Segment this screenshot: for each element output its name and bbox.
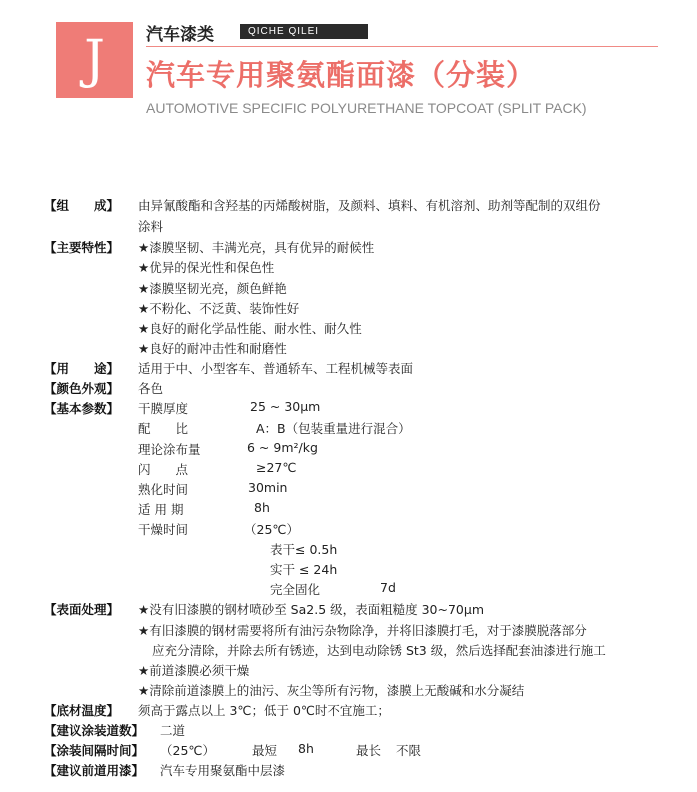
- interval-max-value: 不限: [396, 743, 422, 758]
- param-name: 干膜厚度: [138, 401, 189, 416]
- previous-coat-label: 【建议前道用漆】: [44, 763, 145, 778]
- surface-line: ★前道漆膜必须干燥: [138, 663, 250, 678]
- category-letter-badge: J: [56, 22, 133, 98]
- product-title-english: AUTOMOTIVE SPECIFIC POLYURETHANE TOPCOAT (SPLIT PACK): [146, 100, 587, 116]
- drying-surface-dry: 表干≤ 0.5h: [270, 542, 338, 557]
- feature-item: ★良好的耐化学品性能、耐水性、耐久性: [138, 321, 362, 336]
- param-value: （25℃）: [244, 522, 299, 537]
- feature-item: ★不粉化、不泛黄、装饰性好: [138, 301, 300, 316]
- usage-label: 【用 途】: [44, 361, 120, 376]
- param-value: 6 ~ 9m²/kg: [247, 440, 318, 455]
- interval-min-value: 8h: [298, 741, 314, 756]
- surface-line: ★没有旧漆膜的钢材喷砂至 Sa2.5 级，表面粗糙度 30~70μm: [138, 602, 485, 617]
- param-name: 配 比: [138, 421, 189, 436]
- param-name: 理论涂布量: [138, 442, 201, 457]
- category-title: 汽车漆类: [146, 25, 214, 45]
- surface-line: ★有旧漆膜的钢材需要将所有油污杂物除净，并将旧漆膜打毛，对于漆膜脱落部分: [138, 623, 587, 638]
- surface-line: 应充分清除，并除去所有锈迹，达到电动除锈 St3 级，然后选择配套油漆进行施工: [152, 643, 606, 658]
- coats-label: 【建议涂装道数】: [44, 723, 145, 738]
- drying-full-cure-value: 7d: [380, 580, 396, 595]
- substrate-temp-label: 【底材温度】: [44, 703, 120, 718]
- params-label: 【基本参数】: [44, 401, 120, 416]
- param-name: 闪 点: [138, 462, 189, 477]
- features-label: 【主要特性】: [44, 240, 120, 255]
- interval-min-label: 最短: [252, 743, 278, 758]
- param-name: 熟化时间: [138, 482, 189, 497]
- product-title: 汽车专用聚氨酯面漆（分装）: [146, 58, 537, 92]
- color-text: 各色: [138, 381, 164, 396]
- header-divider: [146, 46, 658, 47]
- param-value: ≥27℃: [256, 460, 297, 475]
- composition-label: 【组 成】: [44, 198, 120, 213]
- composition-text-cont: 涂料: [138, 219, 164, 234]
- category-pinyin-tag: QICHE QILEI: [240, 24, 368, 39]
- feature-item: ★良好的耐冲击性和耐磨性: [138, 341, 287, 356]
- param-value: 8h: [254, 500, 270, 515]
- drying-full-cure-label: 完全固化: [270, 582, 321, 597]
- color-label: 【颜色外观】: [44, 381, 120, 396]
- previous-coat-text: 汽车专用聚氨酯中层漆: [160, 763, 286, 778]
- feature-item: ★漆膜坚韧光亮，颜色鲜艳: [138, 281, 287, 296]
- usage-text: 适用于中、小型客车、普通轿车、工程机械等表面: [138, 361, 414, 376]
- coats-text: 二道: [160, 723, 186, 738]
- param-name: 适 用 期: [138, 502, 184, 517]
- surface-line: ★清除前道漆膜上的油污、灰尘等所有污物，漆膜上无酸碱和水分凝结: [138, 683, 525, 698]
- composition-text: 由异氰酸酯和含羟基的丙烯酸树脂，及颜料、填料、有机溶剂、助剂等配制的双组份: [138, 198, 601, 213]
- interval-max-label: 最长: [356, 743, 382, 758]
- feature-item: ★漆膜坚韧、丰满光亮，具有优异的耐候性: [138, 240, 375, 255]
- substrate-temp-text: 须高于露点以上 3℃；低于 0℃时不宜施工；: [138, 703, 390, 718]
- drying-hard-dry: 实干 ≤ 24h: [270, 562, 338, 577]
- interval-label: 【涂装间隔时间】: [44, 743, 145, 758]
- feature-item: ★优异的保光性和保色性: [138, 260, 275, 275]
- interval-temp: （25℃）: [160, 743, 215, 758]
- param-value: A：B（包装重量进行混合）: [256, 421, 411, 436]
- surface-label: 【表面处理】: [44, 602, 120, 617]
- param-value: 25 ~ 30μm: [250, 399, 321, 414]
- param-value: 30min: [248, 480, 288, 495]
- param-name: 干燥时间: [138, 522, 189, 537]
